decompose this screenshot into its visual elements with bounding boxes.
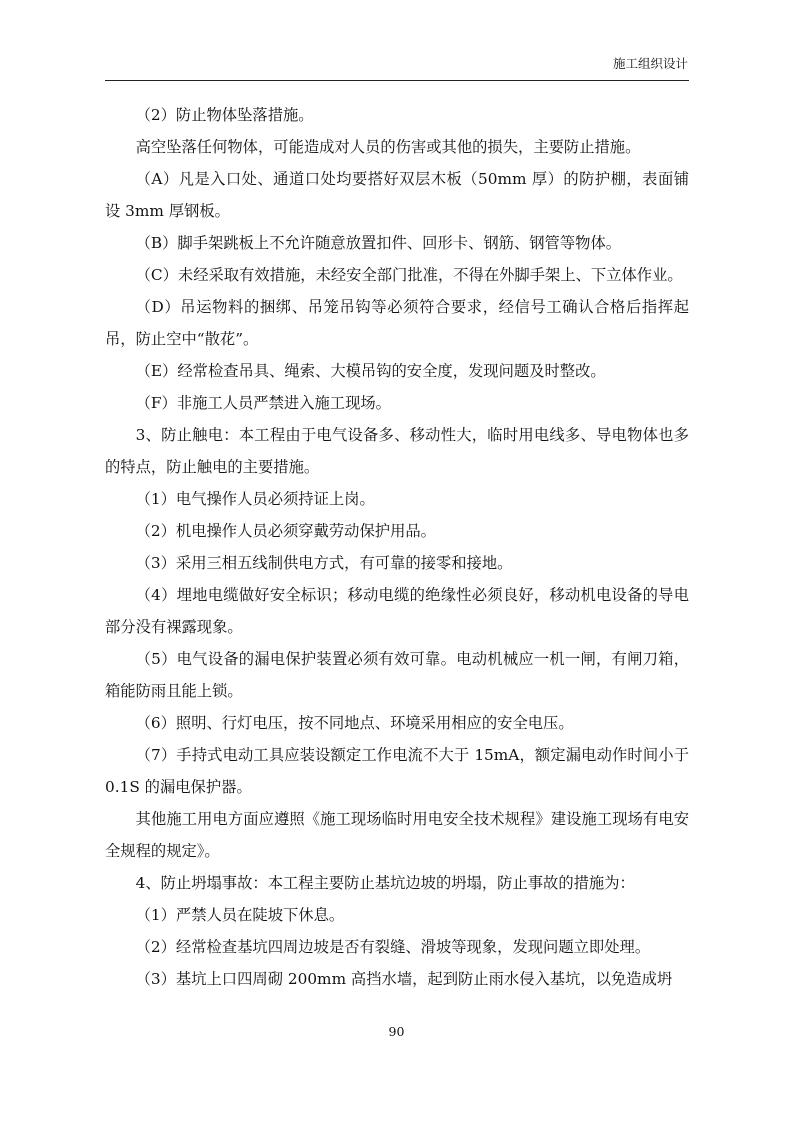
paragraph-d-hoisting: （D）吊运物料的捆绑、吊笼吊钩等必须符合要求，经信号工确认合格后指挥起吊，防止空中“散花”。 [105, 298, 689, 348]
running-header-title: 施工组织设计 [612, 56, 688, 71]
paragraph-electric-2: （2）机电操作人员必须穿戴劳动保护用品。 [135, 522, 436, 540]
body-text [105, 99, 689, 995]
paragraph-a-protective-shed: （A）凡是入口处、通道口处均要搭好双层木板（50mm 厚）的防护棚，表面铺设 3mm 厚钢板。 [105, 170, 689, 220]
paragraph-electric-5: （5）电气设备的漏电保护装置必须有效可靠。电动机械应一机一闸，有闸刀箱，箱能防雨且能上锁。 [105, 650, 689, 700]
paragraph-b-scaffold-boards: （B）脚手架跳板上不允许随意放置扣件、回形卡、钢筋、钢管等物体。 [135, 234, 622, 252]
paragraph-electric-1: （1）电气操作人员必须持证上岗。 [135, 490, 375, 508]
paragraph-3-electric-shock-heading: 3、防止触电：本工程由于电气设备多、移动性大，临时用电线多、导电物体也多的特点，防止触电的主要措施。 [105, 426, 689, 476]
paragraph-2-falling-objects-heading: （2）防止物体坠落措施。 [135, 106, 314, 124]
paragraph-electric-6: （6）照明、行灯电压，按不同地点、环境采用相应的安全电压。 [135, 714, 574, 732]
paragraph-electric-3: （3）采用三相五线制供电方式，有可靠的接零和接地。 [135, 554, 513, 572]
paragraph-c-external-scaffold: （C）未经采取有效措施，未经安全部门批准，不得在外脚手架上、下立体作业。 [135, 266, 683, 284]
paragraph-collapse-2: （2）经常检查基坑四周边坡是否有裂缝、滑坡等现象，发现问题立即处理。 [135, 938, 651, 956]
paragraph-e-inspect-rigging: （E）经常检查吊具、绳索、大模吊钩的安全度，发现问题及时整改。 [135, 362, 606, 380]
paragraph-electric-regulations: 其他施工用电方面应遵照《施工现场临时用电安全技术规程》建设施工现场有电安全规程的规定》。 [105, 810, 689, 860]
page-number: 90 [388, 1024, 405, 1039]
header-rule [105, 80, 689, 81]
paragraph-electric-7: （7）手持式电动工具应装设额定工作电流不大于 15mA，额定漏电动作时间小于 0.1S 的漏电保护器。 [105, 746, 689, 796]
paragraph-collapse-3: （3）基坑上口四周砌 200mm 高挡水墙，起到防止雨水侵入基坑，以免造成坍 [135, 970, 673, 988]
paragraph-falling-objects-intro: 高空坠落任何物体，可能造成对人员的伤害或其他的损失，主要防止措施。 [135, 138, 641, 156]
paragraph-4-collapse-heading: 4、防止坍塌事故：本工程主要防止基坑边坡的坍塌，防止事故的措施为： [135, 874, 635, 892]
paragraph-f-no-entry: （F）非施工人员严禁进入施工现场。 [135, 394, 391, 412]
paragraph-electric-4: （4）埋地电缆做好安全标识；移动电缆的绝缘性必须良好，移动机电设备的导电部分没有裸露现象。 [105, 586, 689, 636]
paragraph-collapse-1: （1）严禁人员在陡坡下休息。 [135, 906, 345, 924]
